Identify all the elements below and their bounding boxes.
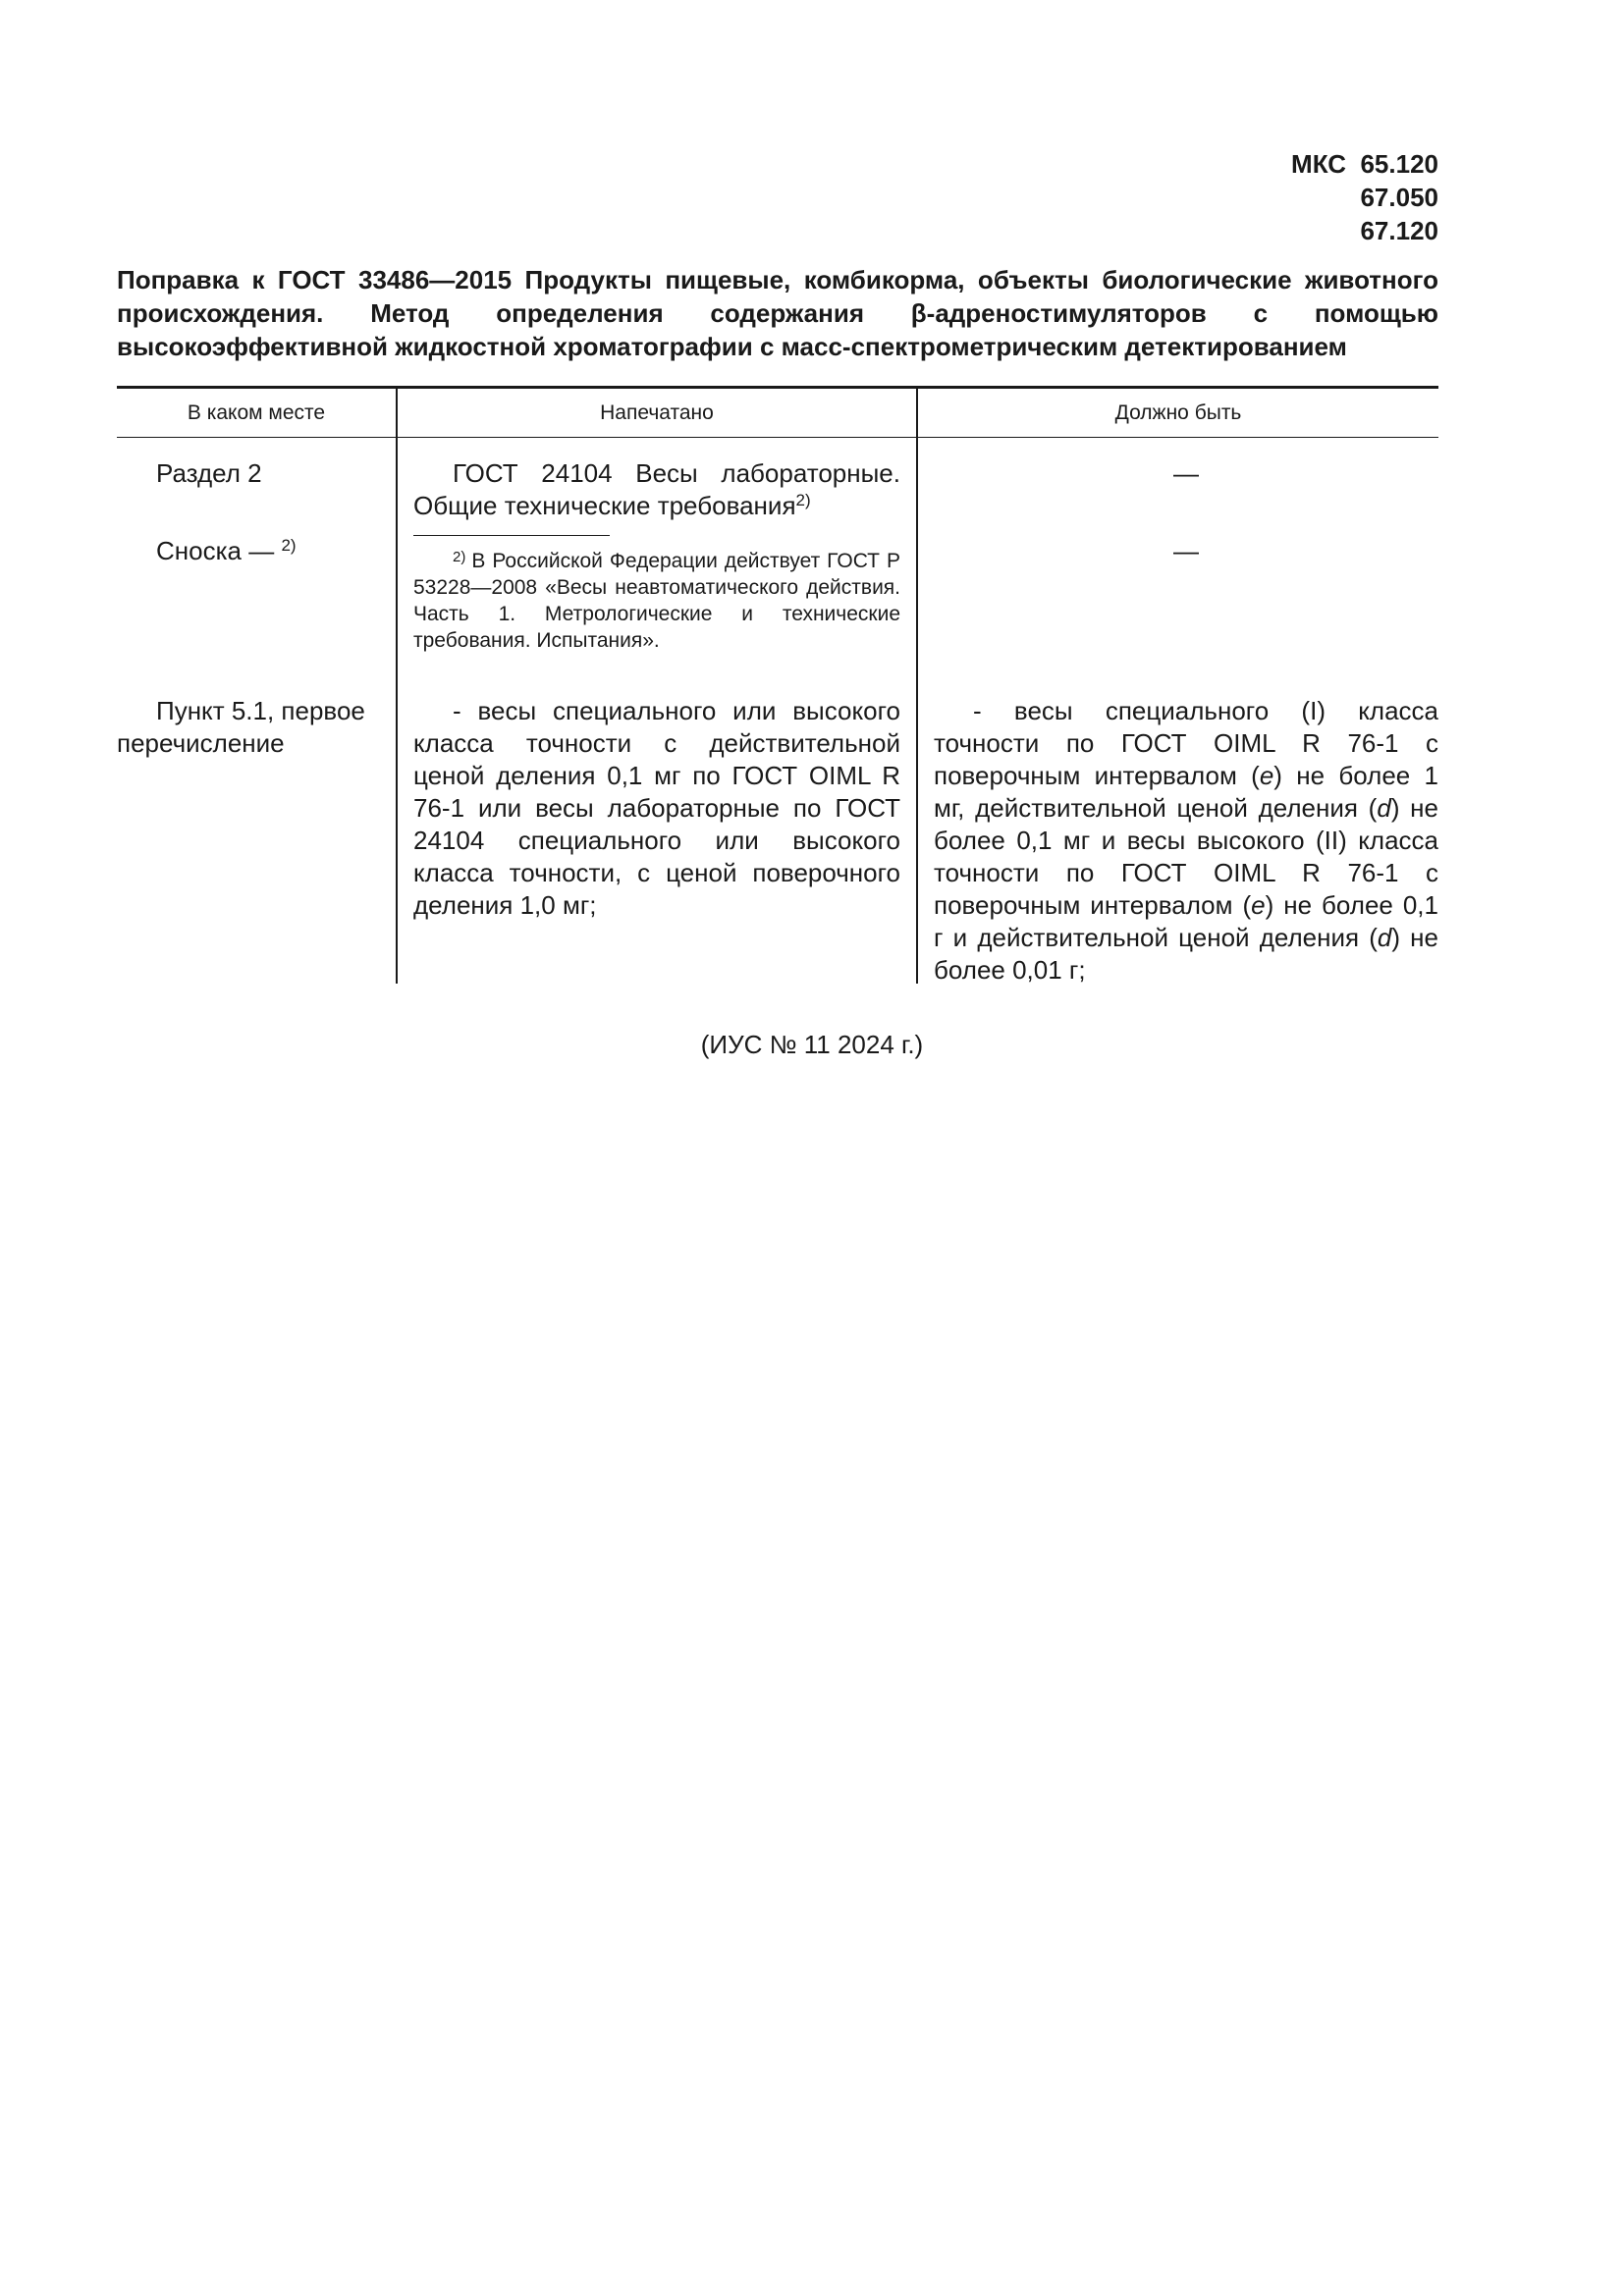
column-header-place: В каком месте [187, 400, 326, 424]
column-header-should-be: Должно быть [916, 389, 1438, 437]
table-row [117, 438, 1438, 521]
corrections-table [117, 386, 1438, 984]
cell-place: Раздел 2 [156, 458, 262, 488]
footnote-ref: 2) [281, 536, 297, 555]
cell-should-be: - весы специального (I) класса точности по ГОСТ OIML R 76-1 с поверочным интервалом (e) не более 1 мг, действительной ценой деления (d) не более 0,1 мг и весы высокого (II) класса точности по ГОСТ OIML R 76-1 с поверочным интервалом (e) не более 0,1 г и действительной ценой деления (d) не более 0,01 г; [916, 679, 1438, 984]
ius-reference: (ИУС № 11 2024 г.) [700, 1030, 924, 1059]
cell-should-be: — [916, 521, 1438, 679]
cell-printed: ГОСТ 24104 Весы лабораторные. Общие технические требования$^{2)}$ [396, 438, 916, 521]
cell-printed: - весы специального или высокого класса точности с действительной ценой деления 0,1 мг по ГОСТ OIML R 76-1 или весы лабораторные по ГОСТ 24104 специального или высокого класса точности, с ценой поверочного деления 1,0 мг; [396, 679, 916, 984]
table-row [117, 521, 1438, 679]
cell-should-be: — [916, 438, 1438, 521]
table-header [117, 389, 1438, 438]
cell-printed [396, 521, 916, 679]
mks-line-3: 67.120 [1360, 216, 1438, 245]
footnote-rule [413, 535, 610, 536]
footnote-ref: 2) [795, 491, 811, 509]
cell-place: Пункт 5.1, первое перечисление [117, 696, 365, 758]
mks-line-1: МКС 65.120 [1291, 149, 1438, 179]
mks-line-2: 67.050 [1360, 183, 1438, 212]
mks-codes [1291, 147, 1438, 247]
footnote-text: $^{2)}$ В Российской Федерации действует ГОСТ Р 53228—2008 «Весы неавтоматического действия. Часть 1. Метрологические и технические требования. Испытания». [413, 549, 900, 652]
document-title: Поправка к ГОСТ 33486—2015 Продукты пищевые, комбикорма, объекты биологические животного происхождения. Метод определения содержания β-адреностимуляторов с помощью высокоэффективной жидкостной хроматографии с масс-спектрометрическим детектированием [117, 265, 1438, 361]
column-header-printed: Напечатано [396, 389, 916, 437]
table-row [117, 679, 1438, 984]
cell-place: Сноска — $^{2)}$ [156, 536, 297, 565]
